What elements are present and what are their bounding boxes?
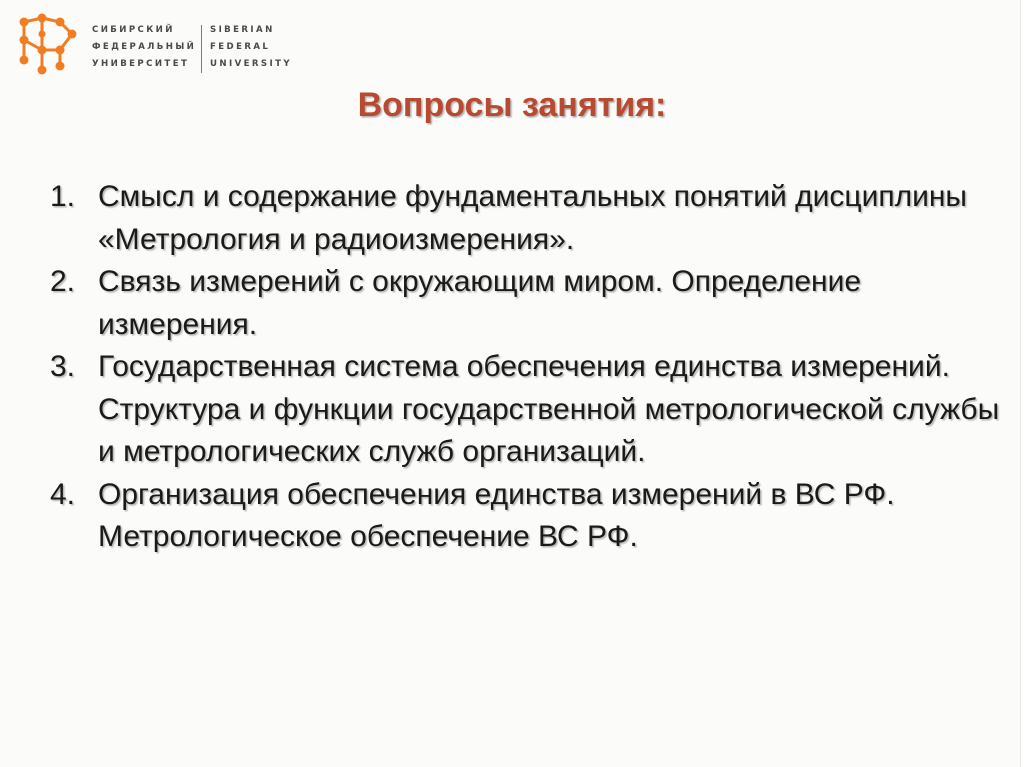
list-item [50,261,1010,346]
logo-en-line: SIBERIAN [210,25,275,35]
list-item-text: Организация обеспечения единства измерений в ВС РФ. Метрологическое обеспечение ВС РФ. [98,477,895,553]
logo-ru-line: ФЕДЕРАЛЬНЫЙ [92,42,197,52]
logo-ru-line: УНИВЕРСИТЕТ [92,59,190,69]
questions-list [50,176,1010,559]
logo-divider [201,25,202,73]
list-item-text: Государственная система обеспечения единства измерений. Структура и функции государственной метрологической службы и метрологических служб организаций. [98,350,1000,468]
list-item-number: 2. [50,265,76,298]
logo-ru-line: СИБИРСКИЙ [92,25,175,35]
list-item-text: Смысл и содержание фундаментальных понятий дисциплины «Метрология и радиоизмерения». [98,180,967,256]
list-item [50,346,1010,474]
logo-en-line: FEDERAL [210,42,271,52]
list-item [50,474,1010,559]
list-item-number: 4. [50,477,76,511]
logo-en-line: UNIVERSITY [210,59,292,69]
slide-title: Вопросы занятия: [357,86,667,124]
list-item-text: Связь измерений с окружающим миром. Определение измерения. [98,265,862,341]
university-logo [14,10,304,80]
molecule-logo-icon [14,10,84,80]
list-item-number: 3. [50,350,76,383]
list-item [50,176,1010,261]
logo-text-ru [92,22,196,73]
logo-text-en [210,22,292,73]
list-item-number: 1. [50,180,76,213]
